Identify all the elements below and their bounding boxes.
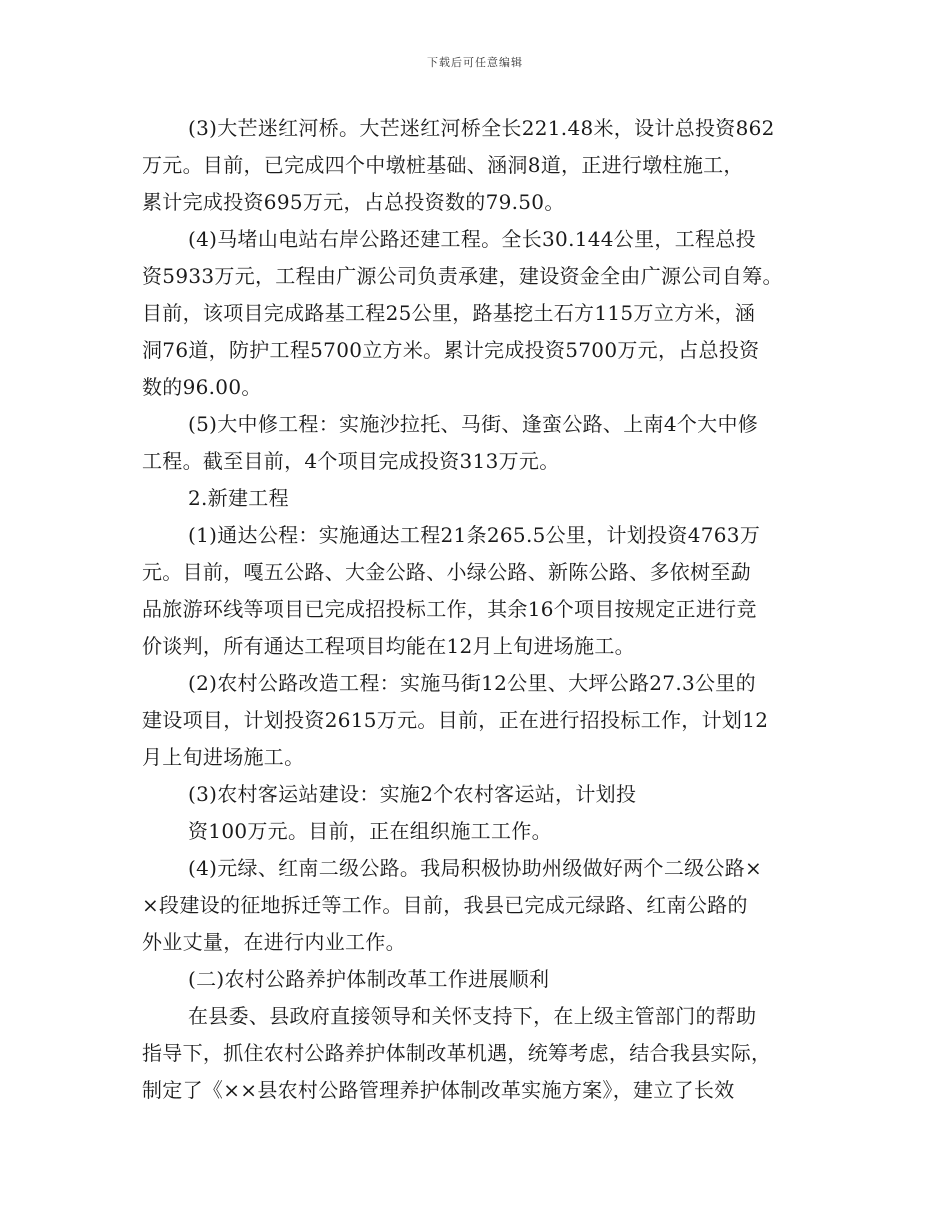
text-line: (5)大中修工程：实施沙拉托、马街、逢蛮公路、上南4个大中修 <box>188 412 759 436</box>
text-line: 目前，该项目完成路基工程25公里，路基挖土石方115万立方米，涵 <box>142 301 756 325</box>
text-line: 元。目前，嘎五公路、大金公路、小绿公路、新陈公路、多依树至勐 <box>142 560 751 584</box>
text-line: 在县委、县政府直接领导和关怀支持下，在上级主管部门的帮助 <box>188 1004 757 1028</box>
text-line: (4)元绿、红南二级公路。我局积极协助州级做好两个二级公路× <box>188 856 763 880</box>
text-line: 2.新建工程 <box>188 486 289 510</box>
document-body <box>142 110 812 1109</box>
text-line: 品旅游环线等项目已完成招投标工作，其余16个项目按规定正进行竞 <box>142 597 757 621</box>
text-line: 价谈判，所有通达工程项目均能在12月上旬进场施工。 <box>142 634 635 658</box>
text-line: 洞76道，防护工程5700立方米。累计完成投资5700万元，占总投资 <box>142 338 760 362</box>
text-line: (2)农村公路改造工程：实施马街12公里、大坪公路27.3公里的 <box>188 671 756 695</box>
text-line: 指导下，抓住农村公路养护体制改革机遇，统筹考虑，结合我县实际， <box>142 1041 772 1065</box>
text-line: 数的96.00。 <box>142 375 262 399</box>
text-line: (3)农村客运站建设：实施2个农村客运站，计划投 <box>188 782 637 806</box>
text-line: (1)通达公程：实施通达工程21条265.5公里，计划投资4763万 <box>188 523 761 547</box>
text-line: 外业丈量，在进行内业工作。 <box>142 930 406 954</box>
text-line: 制定了《××县农村公路管理养护体制改革实施方案》，建立了长效 <box>142 1078 735 1102</box>
text-line: 工程。截至目前，4个项目完成投资313万元。 <box>142 449 560 473</box>
text-line: (4)马堵山电站右岸公路还建工程。全长30.144公里，工程总投 <box>188 227 756 251</box>
text-line: (3)大芒迷红河桥。大芒迷红河桥全长221.48米，设计总投资862 <box>188 116 775 140</box>
text-line: (二)农村公路养护体制改革工作进展顺利 <box>188 967 550 991</box>
text-line: 建设项目，计划投资2615万元。目前，正在进行招投标工作，计划12 <box>142 708 769 732</box>
text-line: 资100万元。目前，正在组织施工工作。 <box>188 819 552 843</box>
page-header: 下载后可任意编辑 <box>427 56 523 69</box>
text-line: 万元。目前，已完成四个中墩桩基础、涵洞8道，正进行墩柱施工， <box>142 153 744 177</box>
text-line: 月上旬进场施工。 <box>142 745 305 769</box>
text-line: 资5933万元，工程由广源公司负责承建，建设资金全由广源公司自筹。 <box>142 264 783 288</box>
text-line: ×段建设的征地拆迁等工作。目前，我县已完成元绿路、红南公路的 <box>142 893 748 917</box>
text-line: 累计完成投资695万元，占总投资数的79.50。 <box>142 190 565 214</box>
